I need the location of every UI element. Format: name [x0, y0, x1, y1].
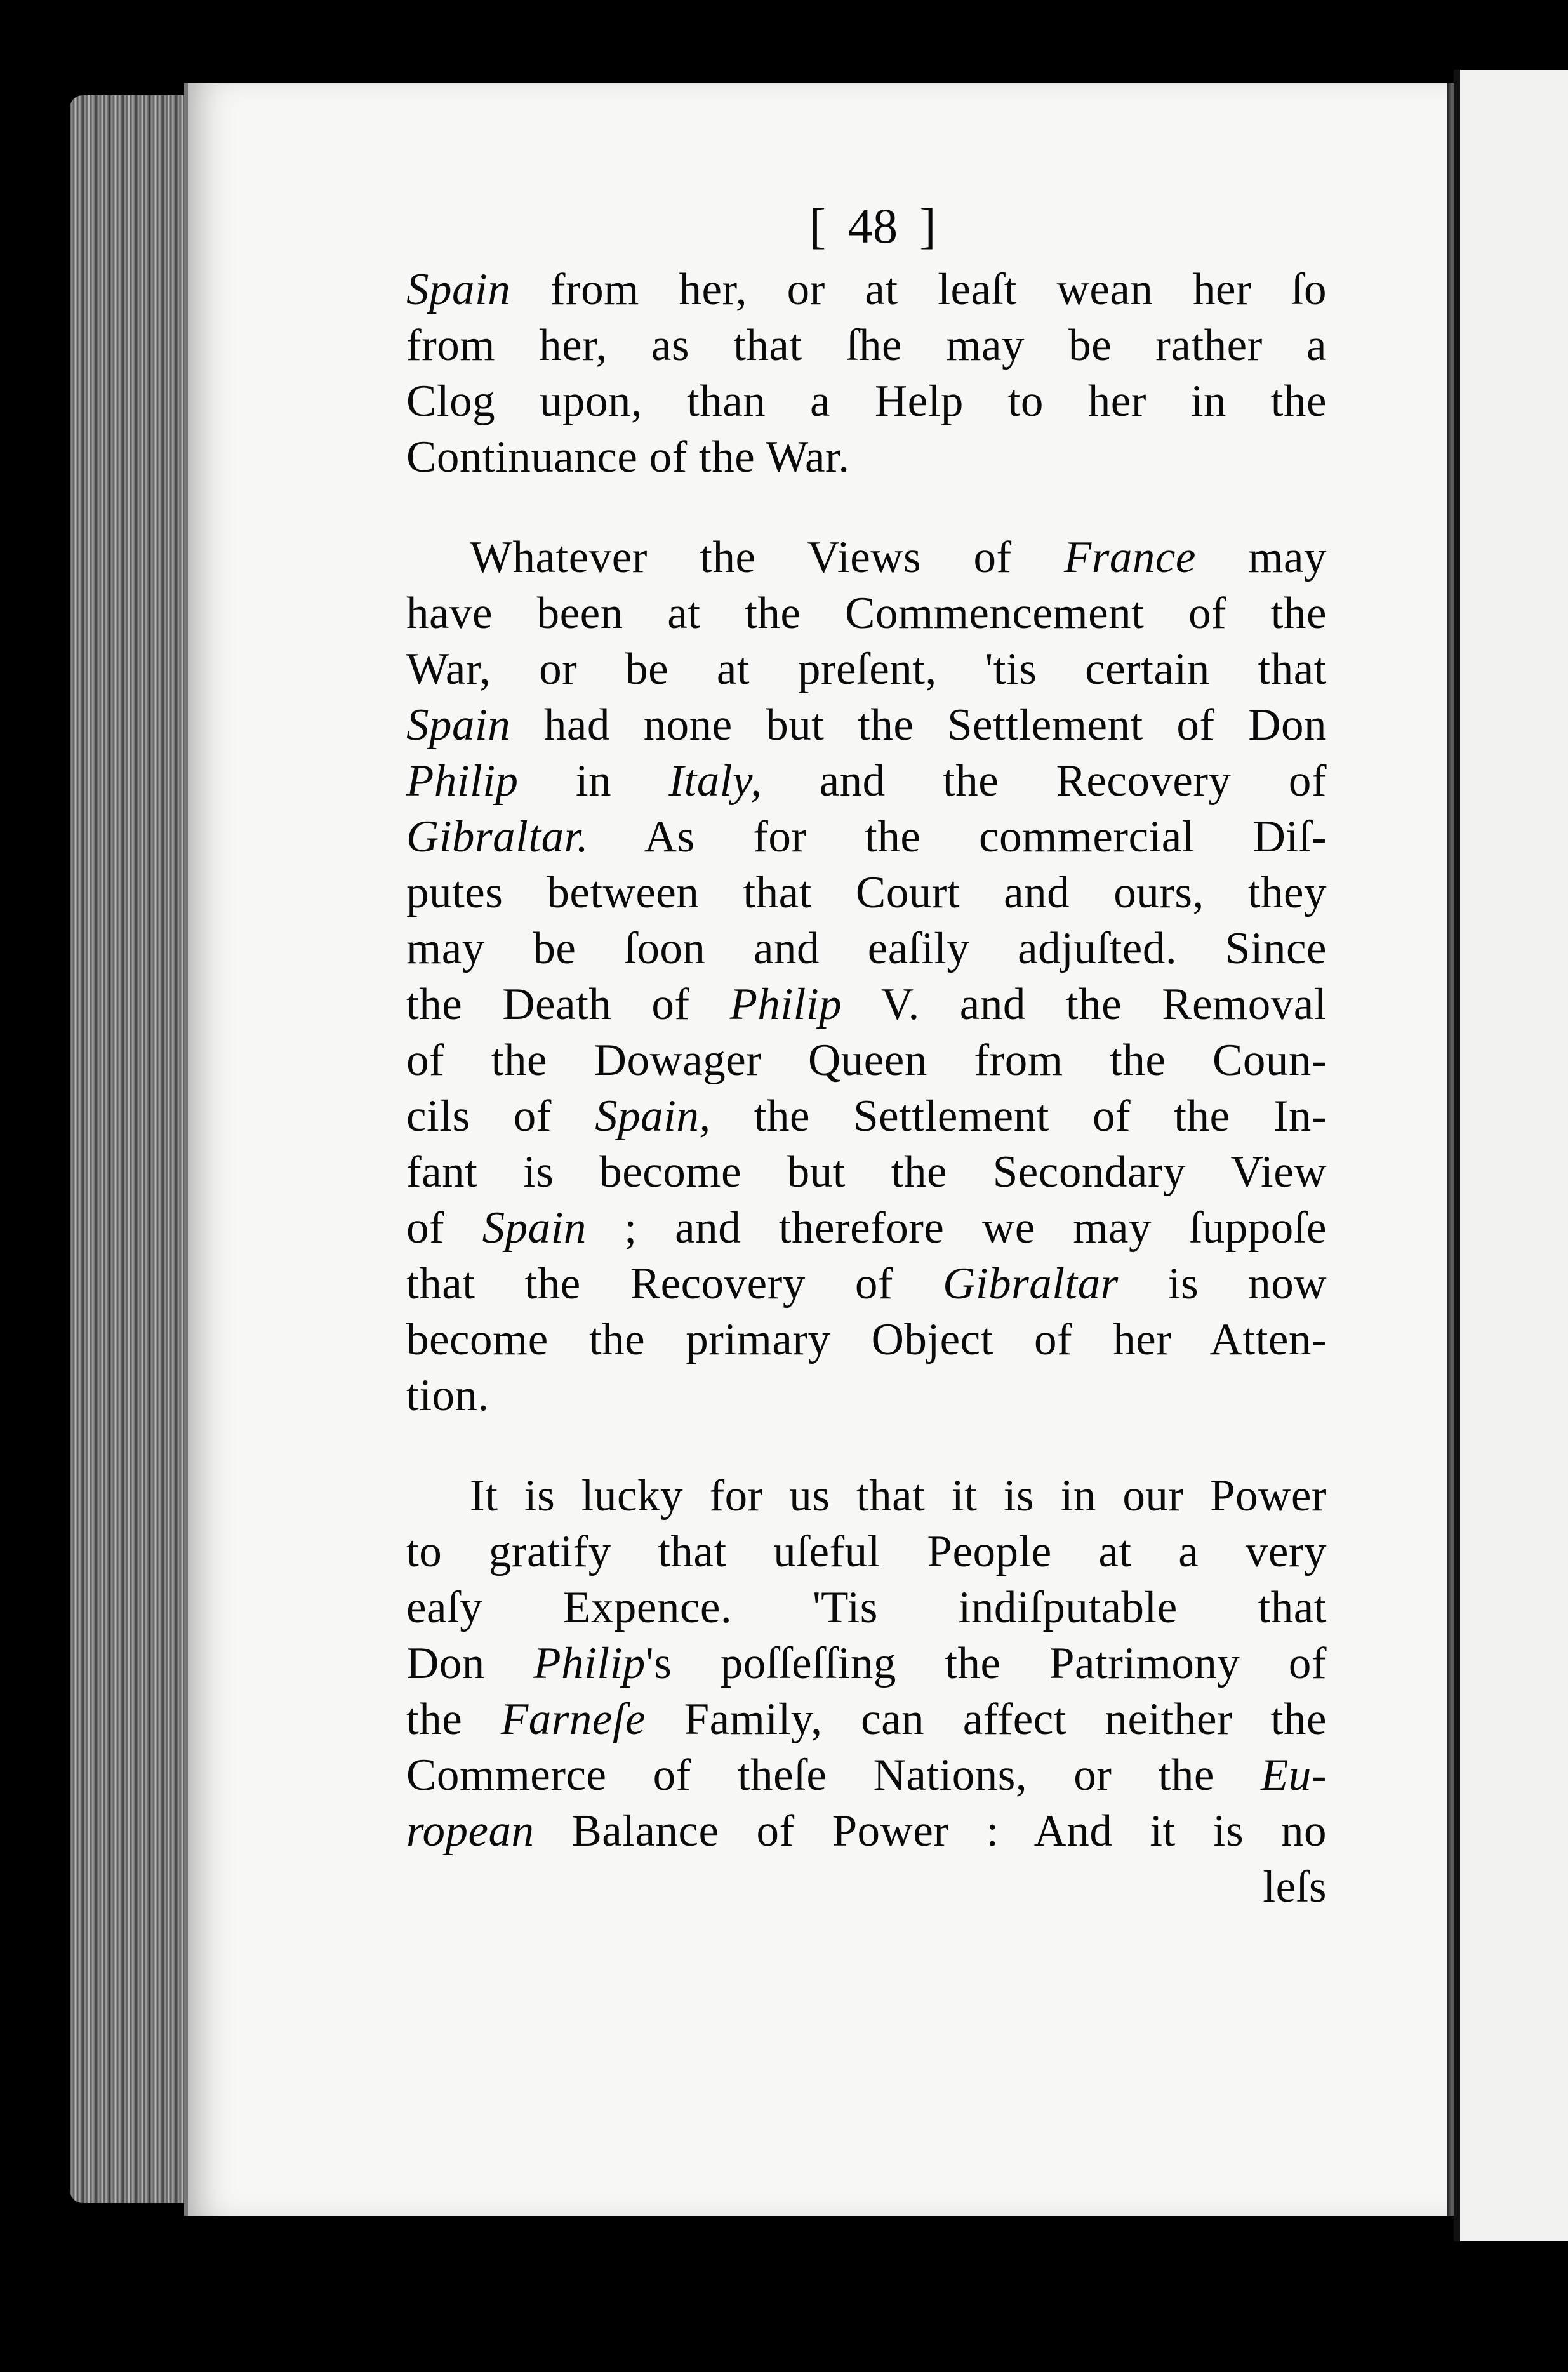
- italic-text: Gibraltar.: [406, 812, 589, 862]
- text-run: As for the commercial Diſ-: [588, 812, 1327, 862]
- text-run: 's poſſeſſing the Patrimony of: [645, 1639, 1327, 1688]
- text-run: become the primary Object of her Atten-: [406, 1315, 1327, 1364]
- text-run: ; and therefore we may ſuppoſe: [586, 1203, 1327, 1253]
- paragraphs: [406, 262, 1327, 1859]
- text-run: may: [1195, 533, 1327, 582]
- text-line: [406, 1691, 1327, 1747]
- text-run: to gratify that uſeful People at a very: [406, 1527, 1327, 1576]
- text-line: [406, 1803, 1327, 1859]
- italic-text: Farneſe: [500, 1695, 646, 1744]
- text-line: [406, 976, 1327, 1032]
- text-run: cils of: [406, 1091, 595, 1141]
- text-line: [406, 1144, 1327, 1200]
- page-text: [406, 190, 1327, 1915]
- text-line: [406, 921, 1327, 976]
- text-run: Clog upon, than a Help to her in the: [406, 376, 1327, 426]
- text-run: Don: [406, 1639, 534, 1688]
- text-run: Family, can affect neither the: [646, 1695, 1327, 1744]
- italic-text: Spain: [482, 1203, 587, 1253]
- text-run: tion.: [406, 1371, 489, 1420]
- text-run: had none but the Settlement of Don: [510, 700, 1327, 750]
- page-number-header: [ 48 ]: [809, 198, 936, 253]
- text-run: putes between that Court and ours, they: [406, 868, 1327, 917]
- text-line: [406, 865, 1327, 921]
- paragraph: [406, 1468, 1327, 1859]
- text-line: [406, 1368, 1327, 1423]
- italic-text: Spain,: [595, 1091, 711, 1141]
- paragraph-gap: [406, 1423, 1327, 1468]
- text-run: in: [518, 756, 669, 806]
- text-line: [406, 1747, 1327, 1803]
- text-line: [406, 317, 1327, 373]
- text-run: may be ſoon and eaſily adjuſted. Since: [406, 924, 1327, 973]
- text-line: [406, 641, 1327, 697]
- text-run: fant is become but the Secondary View: [406, 1147, 1327, 1197]
- text-run: of the Dowager Queen from the Coun-: [406, 1036, 1327, 1085]
- paragraph: [406, 262, 1327, 485]
- italic-text: Spain: [406, 265, 511, 314]
- text-line: [406, 1200, 1327, 1256]
- text-run: that the Recovery of: [406, 1259, 943, 1309]
- text-line: [406, 429, 1327, 485]
- italic-text: Philip: [729, 980, 842, 1029]
- text-run: from her, as that ſhe may be rather a: [406, 321, 1327, 370]
- text-run: eaſy Expence. 'Tis indiſputable that: [406, 1583, 1327, 1632]
- text-line: [406, 697, 1327, 753]
- italic-text: Spain: [406, 700, 511, 750]
- text-line: [406, 1468, 1327, 1524]
- paragraph-gap: [406, 485, 1327, 530]
- text-line: [406, 809, 1327, 865]
- text-line: [406, 1580, 1327, 1636]
- text-run: the: [406, 1695, 501, 1744]
- italic-text: Philip: [533, 1639, 646, 1688]
- text-run: is now: [1118, 1259, 1327, 1309]
- text-line: [406, 373, 1327, 429]
- text-line: [406, 1032, 1327, 1088]
- text-run: Continuance of the War.: [406, 432, 850, 482]
- text-run: Commerce of theſe Nations, or the: [406, 1750, 1261, 1800]
- text-line: [406, 1636, 1327, 1691]
- facing-page: [1454, 70, 1568, 2241]
- italic-text: Eu-: [1260, 1750, 1327, 1800]
- text-run: have been at the Commencement of the: [406, 589, 1327, 638]
- italic-text: Philip: [406, 756, 519, 806]
- text-run: and the Recovery of: [762, 756, 1327, 806]
- text-line: [406, 1088, 1327, 1144]
- paragraph: [406, 530, 1327, 1423]
- book-fore-edge: [70, 95, 197, 2203]
- italic-text: ropean: [406, 1806, 535, 1856]
- text-line: [406, 1256, 1327, 1312]
- text-run: Balance of Power : And it is no: [534, 1806, 1327, 1856]
- text-line: [406, 530, 1327, 585]
- text-run: from her, or at leaſt wean her ſo: [510, 265, 1327, 314]
- text-line: [406, 585, 1327, 641]
- italic-text: Gibraltar: [943, 1259, 1119, 1309]
- text-run: War, or be at preſent, 'tis certain that: [406, 644, 1327, 694]
- text-line: [406, 1524, 1327, 1580]
- text-run: Whatever the Views of: [470, 533, 1064, 582]
- text-line: [406, 1312, 1327, 1368]
- italic-text: France: [1063, 533, 1196, 582]
- text-line: [406, 262, 1327, 317]
- text-run: of: [406, 1203, 482, 1253]
- text-run: the Settlement of the In-: [710, 1091, 1327, 1141]
- text-run: V. and the Removal: [842, 980, 1327, 1029]
- italic-text: Italy,: [668, 756, 762, 806]
- text-run: the Death of: [406, 980, 730, 1029]
- catchword: leſs: [1263, 1862, 1327, 1912]
- text-run: It is lucky for us that it is in our Power: [470, 1471, 1327, 1521]
- text-line: [406, 753, 1327, 809]
